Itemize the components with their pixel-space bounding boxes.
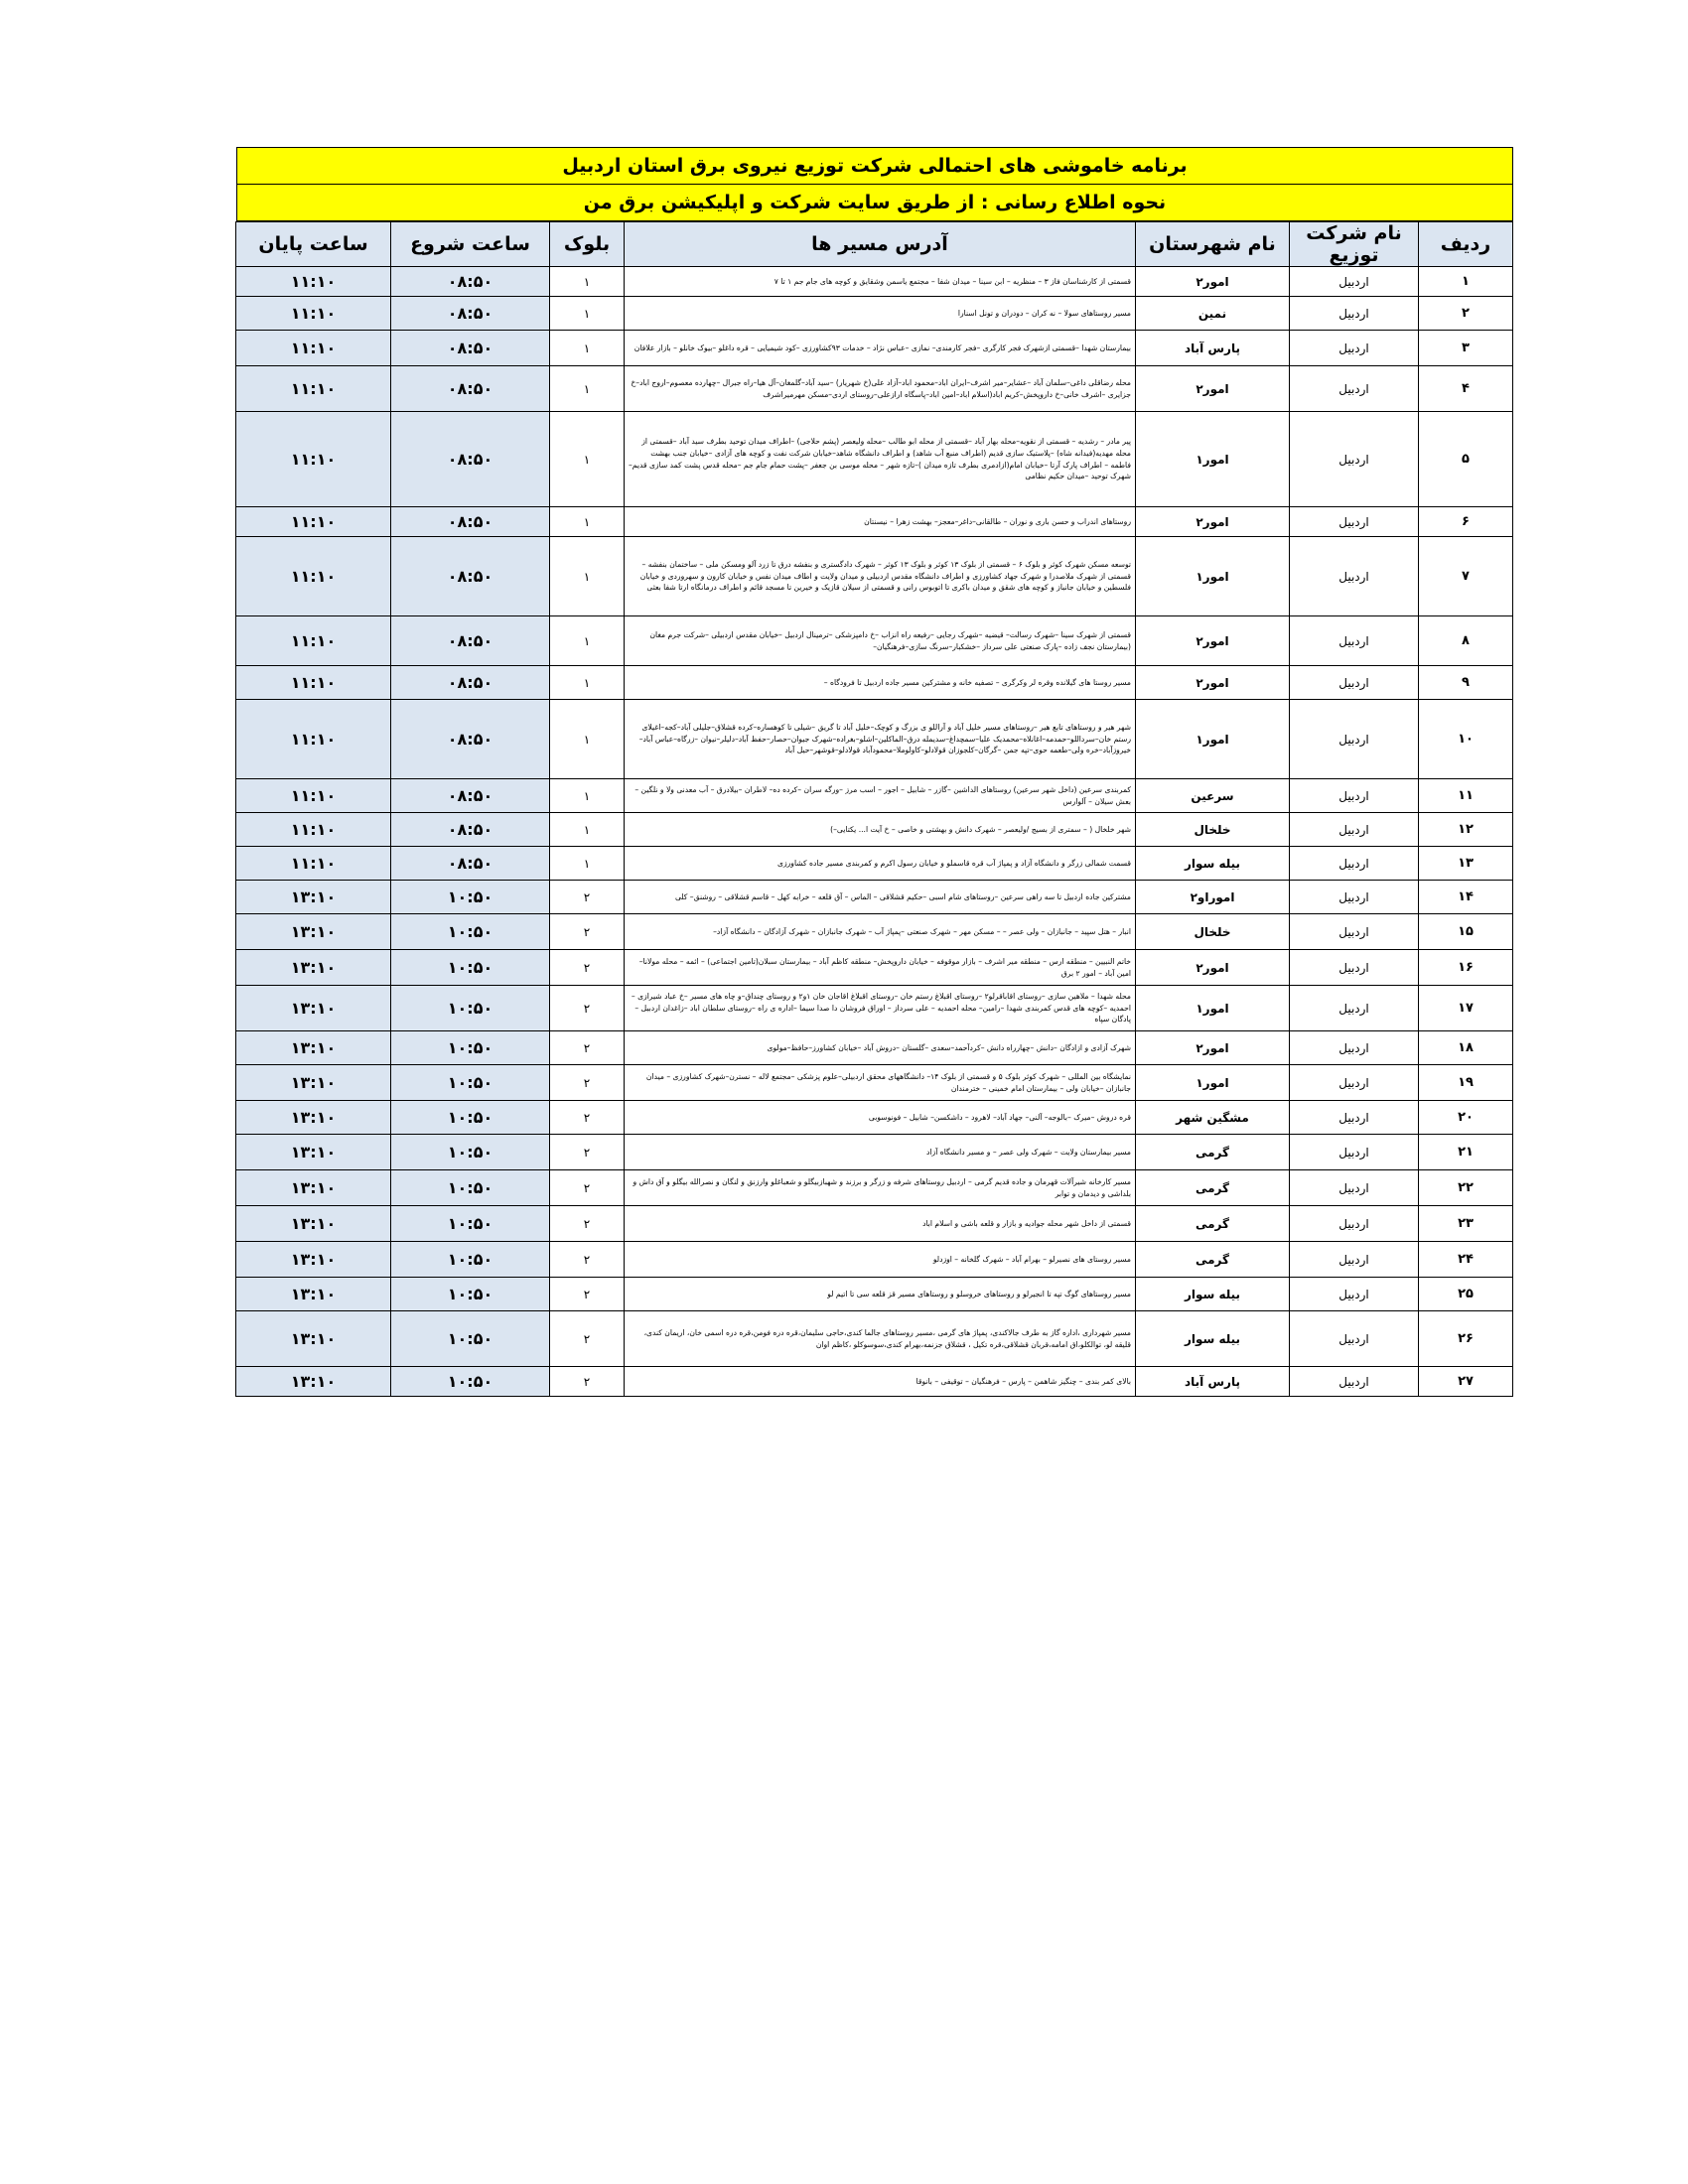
company-cell: اردبیل bbox=[1290, 779, 1419, 813]
address-cell: قسمتی از کارشناسان فاز ۳ – منظریه – ابن سینا – میدان شفا – مجتمع یاسمن وشقایق و کوچه های جام جم ۱ تا ۷ bbox=[625, 267, 1136, 297]
col-header-address: آدرس مسیر ها bbox=[625, 222, 1136, 267]
start-time-cell: ۰۸:۵۰ bbox=[391, 813, 550, 847]
company-cell: اردبیل bbox=[1290, 1311, 1419, 1367]
company-cell: اردبیل bbox=[1290, 1101, 1419, 1135]
start-time-cell: ۱۰:۵۰ bbox=[391, 1278, 550, 1311]
table-row bbox=[236, 881, 1513, 914]
address-cell: توسعه مسکن شهرک کوثر و بلوک ۶ – قسمتی از بلوک ۱۳ کوثر و بلوک ۱۳ کوثر – شهرک دادگستری و بنفشه درق تا زرد آلو ومسکن ملی – ساختمان بنفشه – قسمتی از شهرک ملاصدرا و شهرک جهاد کشاورزی و اطراف دانشگاه مقدس اردبیلی و میدان ولایت و اطاف میدان نفس و خیابان کارون و سهروردی و خیابان فلسطین و خیابان جانباز و کوچه های شقق و میدان باکری تا اتوبوس رانی و قسمتی از سیلان قازیک و خیرین تا مسجد قائم و اطراف درمانگاه ارتا شفا بعثی bbox=[625, 537, 1136, 616]
start-time-cell: ۱۰:۵۰ bbox=[391, 914, 550, 950]
start-time-cell: ۰۸:۵۰ bbox=[391, 779, 550, 813]
col-header-end-time: ساعت پایان bbox=[236, 222, 391, 267]
address-cell: مشترکین جاده اردبیل تا سه راهی سرعین –روستاهای شام اسبی –حکیم قشلاقی – الماس – آق قلعه – خرابه کهل – قاسم قشلاقی – روشنق– کلی bbox=[625, 881, 1136, 914]
company-cell: اردبیل bbox=[1290, 1242, 1419, 1278]
block-cell: ۲ bbox=[550, 914, 625, 950]
start-time-cell: ۰۸:۵۰ bbox=[391, 666, 550, 700]
table-row bbox=[236, 914, 1513, 950]
county-cell: بیله سوار bbox=[1136, 847, 1290, 881]
company-cell: اردبیل bbox=[1290, 331, 1419, 366]
start-time-cell: ۰۸:۵۰ bbox=[391, 847, 550, 881]
end-time-cell: ۱۳:۱۰ bbox=[236, 914, 391, 950]
table-row bbox=[236, 666, 1513, 700]
start-time-cell: ۱۰:۵۰ bbox=[391, 881, 550, 914]
row-number-cell: ۶ bbox=[1419, 507, 1513, 537]
company-cell: اردبیل bbox=[1290, 1065, 1419, 1101]
row-number-cell: ۱۱ bbox=[1419, 779, 1513, 813]
start-time-cell: ۱۰:۵۰ bbox=[391, 1170, 550, 1206]
address-cell: قره دروش –میرک –بالوجه– آلنی– جهاد آباد– لاهرود – داشکسن– شابیل – فونوسوبی bbox=[625, 1101, 1136, 1135]
county-cell: گرمی bbox=[1136, 1242, 1290, 1278]
row-number-cell: ۱۷ bbox=[1419, 986, 1513, 1031]
address-cell: محله شهدا – ملاهین سازی –روستای اقاباقرلو۲ –روستای اقبلاغ رستم خان –روستای اقبلاغ اقاجان خان ۱و۲ و روستای چنداق–و چاه های مسیر –خ عباد شیرازی –احمدیه –کوچه های قدس کمربندی شهدا –رامین– محله احمدیه – علی سرداز – اوراق فروشان دا صدا سیما –اداره ی راه –روستای سلطان اباد –زاغدان اردبیل –پادگان سپاه bbox=[625, 986, 1136, 1031]
address-cell: شهر خلخال ( – سمتری از بسیج /ولیعصر – شهرک دانش و بهشتی و خاصی – خ آیت ا... یکتایی–) bbox=[625, 813, 1136, 847]
table-row bbox=[236, 537, 1513, 616]
county-cell: امور۲ bbox=[1136, 507, 1290, 537]
address-cell: نمایشگاه بین المللی – شهرک کوثر بلوک ۵ و قسمتی از بلوک ۱۴– دانشگاههای محقق اردبیلی–علوم پزشکی –مجتمع لاله – نسترن–شهرک کشاورزی – میدان جانبازان –خیابان ولی – بیمارستان امام خمینی – خترمندان bbox=[625, 1065, 1136, 1101]
county-cell: امور۱ bbox=[1136, 1065, 1290, 1101]
block-cell: ۲ bbox=[550, 1065, 625, 1101]
start-time-cell: ۱۰:۵۰ bbox=[391, 1206, 550, 1242]
company-cell: اردبیل bbox=[1290, 616, 1419, 666]
company-cell: اردبیل bbox=[1290, 666, 1419, 700]
address-cell: مسیر روستا های گیلانده وفره لر وکرگری – تصفیه خانه و مشترکین مسیر جاده اردبیل تا فرودگاه – bbox=[625, 666, 1136, 700]
county-cell: امور۲ bbox=[1136, 1031, 1290, 1065]
start-time-cell: ۱۰:۵۰ bbox=[391, 1101, 550, 1135]
company-cell: اردبیل bbox=[1290, 366, 1419, 412]
address-cell: قسمتی از داخل شهر محله جوادیه و بازار و قلعه باشی و اسلام اباد bbox=[625, 1206, 1136, 1242]
end-time-cell: ۱۱:۱۰ bbox=[236, 297, 391, 331]
start-time-cell: ۱۰:۵۰ bbox=[391, 1311, 550, 1367]
company-cell: اردبیل bbox=[1290, 1031, 1419, 1065]
company-cell: اردبیل bbox=[1290, 412, 1419, 507]
end-time-cell: ۱۳:۱۰ bbox=[236, 881, 391, 914]
col-header-start-time: ساعت شروع bbox=[391, 222, 550, 267]
company-cell: اردبیل bbox=[1290, 950, 1419, 986]
block-cell: ۲ bbox=[550, 1170, 625, 1206]
address-cell: مسیر روستاهای گوگ تپه تا انجیرلو و روستاهای خروسلو و روستاهای مسیر قز قلعه سی تا اتیم لو bbox=[625, 1278, 1136, 1311]
county-cell: بیله سوار bbox=[1136, 1278, 1290, 1311]
county-cell: امور۲ bbox=[1136, 950, 1290, 986]
end-time-cell: ۱۳:۱۰ bbox=[236, 1101, 391, 1135]
row-number-cell: ۲۲ bbox=[1419, 1170, 1513, 1206]
county-cell: گرمی bbox=[1136, 1135, 1290, 1170]
end-time-cell: ۱۱:۱۰ bbox=[236, 813, 391, 847]
county-cell: امور۲ bbox=[1136, 267, 1290, 297]
block-cell: ۲ bbox=[550, 950, 625, 986]
table-row bbox=[236, 1311, 1513, 1367]
address-cell: کمربندی سرعین (داخل شهر سرعین) روستاهای الداشین –گازر – شابیل – اجور – اسب مرز –ورگه سران –کرده ده– لاطران –بیلادرق – آب معدنی ولا و نلگین – بعش سیلان – آلوارس bbox=[625, 779, 1136, 813]
start-time-cell: ۰۸:۵۰ bbox=[391, 412, 550, 507]
table-header-row bbox=[236, 222, 1513, 267]
block-cell: ۱ bbox=[550, 366, 625, 412]
end-time-cell: ۱۳:۱۰ bbox=[236, 1170, 391, 1206]
start-time-cell: ۱۰:۵۰ bbox=[391, 986, 550, 1031]
start-time-cell: ۰۸:۵۰ bbox=[391, 616, 550, 666]
table-row bbox=[236, 779, 1513, 813]
row-number-cell: ۸ bbox=[1419, 616, 1513, 666]
company-cell: اردبیل bbox=[1290, 1135, 1419, 1170]
county-cell: پارس آباد bbox=[1136, 1367, 1290, 1397]
end-time-cell: ۱۱:۱۰ bbox=[236, 847, 391, 881]
county-cell: امور۱ bbox=[1136, 700, 1290, 779]
start-time-cell: ۱۰:۵۰ bbox=[391, 950, 550, 986]
table-row bbox=[236, 331, 1513, 366]
block-cell: ۲ bbox=[550, 1242, 625, 1278]
end-time-cell: ۱۳:۱۰ bbox=[236, 1031, 391, 1065]
end-time-cell: ۱۳:۱۰ bbox=[236, 986, 391, 1031]
row-number-cell: ۱۶ bbox=[1419, 950, 1513, 986]
address-cell: مسیر روستای های نصیرلو – بهرام آباد – شهرک گلخانه – اوزدلو bbox=[625, 1242, 1136, 1278]
table-row bbox=[236, 1135, 1513, 1170]
county-cell: مشگین شهر bbox=[1136, 1101, 1290, 1135]
start-time-cell: ۰۸:۵۰ bbox=[391, 507, 550, 537]
table-row bbox=[236, 847, 1513, 881]
company-cell: اردبیل bbox=[1290, 914, 1419, 950]
table-row bbox=[236, 813, 1513, 847]
row-number-cell: ۲۱ bbox=[1419, 1135, 1513, 1170]
table-row bbox=[236, 1170, 1513, 1206]
row-number-cell: ۲۷ bbox=[1419, 1367, 1513, 1397]
block-cell: ۲ bbox=[550, 1311, 625, 1367]
table-row bbox=[236, 616, 1513, 666]
company-cell: اردبیل bbox=[1290, 537, 1419, 616]
table-row bbox=[236, 1367, 1513, 1397]
col-header-block: بلوک bbox=[550, 222, 625, 267]
end-time-cell: ۱۱:۱۰ bbox=[236, 700, 391, 779]
block-cell: ۲ bbox=[550, 1135, 625, 1170]
row-number-cell: ۱۰ bbox=[1419, 700, 1513, 779]
table-row bbox=[236, 507, 1513, 537]
company-cell: اردبیل bbox=[1290, 267, 1419, 297]
block-cell: ۱ bbox=[550, 616, 625, 666]
block-cell: ۱ bbox=[550, 779, 625, 813]
end-time-cell: ۱۳:۱۰ bbox=[236, 1206, 391, 1242]
row-number-cell: ۱۹ bbox=[1419, 1065, 1513, 1101]
page-title: برنامه خاموشی های احتمالی شرکت توزیع نیروی برق استان اردبیل bbox=[236, 147, 1513, 185]
row-number-cell: ۷ bbox=[1419, 537, 1513, 616]
company-cell: اردبیل bbox=[1290, 986, 1419, 1031]
row-number-cell: ۲۶ bbox=[1419, 1311, 1513, 1367]
block-cell: ۱ bbox=[550, 666, 625, 700]
schedule-sheet bbox=[236, 147, 1513, 1397]
address-cell: مسیر شهرداری ،اداره گاز به طرف جالاکندی، پمپاژ های گرمی ،مسیر روستاهای جالما کندی،حاجی سلیمان،قره دره فومن،قره دره اسمی خان، اریمان کندی، قلیقه لو، توالکلو،اق امامه،قربان قشلاقی،قره تکیل ، قشلاق جزنمه،بهرام کندی،سوسوکلو ،کاظم اوان bbox=[625, 1311, 1136, 1367]
start-time-cell: ۱۰:۵۰ bbox=[391, 1242, 550, 1278]
county-cell: اموراو۲ bbox=[1136, 881, 1290, 914]
start-time-cell: ۰۸:۵۰ bbox=[391, 267, 550, 297]
block-cell: ۲ bbox=[550, 1101, 625, 1135]
end-time-cell: ۱۱:۱۰ bbox=[236, 366, 391, 412]
table-row bbox=[236, 267, 1513, 297]
address-cell: قسمتی از شهرک سینا –شهرک رسالت– قیضیه –شهرک رجایی –رفیعه راه انزاب –خ دامپزشکی –ترمینال اردبیل –خیابان مقدس اردبیلی –شرکت جرم مغان (بیمارستان نجف زاده –پارک صنعتی علی سرداز –خشکبار–سرنگ سازی–فرهنگیان– bbox=[625, 616, 1136, 666]
company-cell: اردبیل bbox=[1290, 297, 1419, 331]
county-cell: نمین bbox=[1136, 297, 1290, 331]
county-cell: خلخال bbox=[1136, 914, 1290, 950]
address-cell: مسیر بیمارستان ولایت – شهرک ولی عصر – و مسیر دانشگاه آزاد bbox=[625, 1135, 1136, 1170]
county-cell: پارس آباد bbox=[1136, 331, 1290, 366]
block-cell: ۱ bbox=[550, 331, 625, 366]
table-row bbox=[236, 950, 1513, 986]
row-number-cell: ۵ bbox=[1419, 412, 1513, 507]
table-row bbox=[236, 412, 1513, 507]
block-cell: ۱ bbox=[550, 537, 625, 616]
county-cell: امور۲ bbox=[1136, 666, 1290, 700]
end-time-cell: ۱۱:۱۰ bbox=[236, 267, 391, 297]
end-time-cell: ۱۱:۱۰ bbox=[236, 537, 391, 616]
company-cell: اردبیل bbox=[1290, 813, 1419, 847]
address-cell: شهر هیر و روستاهای تابع هیر –روستاهای مسیر خلیل آباد و آراللو ی بزرگ و کوچک–خلیل آباد تا گریق –شیلی تا کوهساره–کرده قشلاق–جلیلی آباد–کجه–اغیلای رستم خان–سرداللو–حمدمه–اغانلاه–محمدیک علیا–سمچداغ–سدیمله درق–الماکلین–اشلو–بغراده–شهرک جیوان–حصار–حفظ آباد–دلیلر–نیوان –زرگاه–عباس آباد–خیروزآباد–خره ولی–طعمه حوی–تپه جمن –گرگان–کلجوزان قولادلو–کاولوملا–محمودآباد قولادلو–قوشهر–حیل آباد bbox=[625, 700, 1136, 779]
end-time-cell: ۱۳:۱۰ bbox=[236, 1367, 391, 1397]
table-row bbox=[236, 1101, 1513, 1135]
end-time-cell: ۱۱:۱۰ bbox=[236, 616, 391, 666]
end-time-cell: ۱۳:۱۰ bbox=[236, 1242, 391, 1278]
address-cell: قسمت شمالی زرگر و دانشگاه آزاد و پمپاژ آب قره قاسملو و خیابان رسول اکرم و کمربندی مسیر جاده کشاورزی bbox=[625, 847, 1136, 881]
county-cell: امور۲ bbox=[1136, 366, 1290, 412]
block-cell: ۱ bbox=[550, 412, 625, 507]
start-time-cell: ۰۸:۵۰ bbox=[391, 366, 550, 412]
row-number-cell: ۹ bbox=[1419, 666, 1513, 700]
address-cell: بالای کمر بندی – چنگیز شاهمن – پارس – فرهنگیان – توقیفی – بانوقا bbox=[625, 1367, 1136, 1397]
row-number-cell: ۲۰ bbox=[1419, 1101, 1513, 1135]
page-subtitle: نحوه اطلاع رسانی : از طریق سایت شرکت و اپلیکیشن برق من bbox=[236, 185, 1513, 221]
address-cell: پیر مادر – رشدیه – قسمتی از نقویه–محله بهار آباد –قسمتی از محله ابو طالب –محله وليعصر (پشم حلاجی) –اطراف میدان توحید بطرف سید آباد –قسمتی از محله مهدیه(فیدانه شاه) –پلاستیک سازی قدیم (اطراف منبع آب شاهد) و اطراف دانشگاه شاهد–خیابان شرکت نفت و کوچه های آزادی –خیابان جنب بهشت فاطمه – اطراف پارک آرتا –خیابان امام(ازادمری بطرف تازه میدان )–تازه شهر – محله موسی بن جعفر –پشت حمام جام جم –محله قدس پشت کمد سازی قدیم–شهرک توحید –میدان حکیم نظامی bbox=[625, 412, 1136, 507]
table-row bbox=[236, 297, 1513, 331]
table-row bbox=[236, 986, 1513, 1031]
start-time-cell: ۰۸:۵۰ bbox=[391, 537, 550, 616]
address-cell: خاتم النبیین – منطقه ارس – منطقه میر اشرف – بازار موقوفه – خیابان داروپخش– منطقه کاظم آباد – بیمارستان سبلان(تامین اجتماعی) – ائمه – محله مولانا– امین آباد – امور ۲ برق bbox=[625, 950, 1136, 986]
start-time-cell: ۱۰:۵۰ bbox=[391, 1065, 550, 1101]
county-cell: امور۱ bbox=[1136, 986, 1290, 1031]
block-cell: ۱ bbox=[550, 813, 625, 847]
end-time-cell: ۱۳:۱۰ bbox=[236, 1278, 391, 1311]
end-time-cell: ۱۳:۱۰ bbox=[236, 1135, 391, 1170]
block-cell: ۲ bbox=[550, 1206, 625, 1242]
start-time-cell: ۰۸:۵۰ bbox=[391, 297, 550, 331]
end-time-cell: ۱۳:۱۰ bbox=[236, 1311, 391, 1367]
col-header-county: نام شهرستان bbox=[1136, 222, 1290, 267]
table-row bbox=[236, 366, 1513, 412]
company-cell: اردبیل bbox=[1290, 881, 1419, 914]
block-cell: ۲ bbox=[550, 986, 625, 1031]
row-number-cell: ۱۴ bbox=[1419, 881, 1513, 914]
row-number-cell: ۱۲ bbox=[1419, 813, 1513, 847]
block-cell: ۱ bbox=[550, 267, 625, 297]
county-cell: امور۲ bbox=[1136, 616, 1290, 666]
table-row bbox=[236, 700, 1513, 779]
county-cell: بیله سوار bbox=[1136, 1311, 1290, 1367]
address-cell: بیمارستان شهدا –قسمتی ازشهرک فجر کارگری –فجر کارمندی– نمازی –عباس نژاد – خدمات ۹۳کشاورزی –کود شیمیایی – قره داغلو –بیوک خانلو – بازار علافان bbox=[625, 331, 1136, 366]
row-number-cell: ۲ bbox=[1419, 297, 1513, 331]
row-number-cell: ۱۸ bbox=[1419, 1031, 1513, 1065]
table-row bbox=[236, 1242, 1513, 1278]
company-cell: اردبیل bbox=[1290, 1170, 1419, 1206]
end-time-cell: ۱۱:۱۰ bbox=[236, 666, 391, 700]
table-row bbox=[236, 1065, 1513, 1101]
address-cell: مسیر کارخانه شیرآلات قهرمان و جاده قدیم گرمی – اردبیل روستاهای شرفه و زرگر و برزند و شهبازبیگلو و شعباغلو وارزنق و لنگان و نصرالله بیگلو و آق داش و بلداشی و دیدمان و توابر bbox=[625, 1170, 1136, 1206]
address-cell: روستاهای اندراب و حسن باری و نوران – طالقانی–داغر–معجز– بهشت زهرا – نیسنتان bbox=[625, 507, 1136, 537]
county-cell: خلخال bbox=[1136, 813, 1290, 847]
company-cell: اردبیل bbox=[1290, 1367, 1419, 1397]
end-time-cell: ۱۱:۱۰ bbox=[236, 779, 391, 813]
start-time-cell: ۱۰:۵۰ bbox=[391, 1031, 550, 1065]
county-cell: گرمی bbox=[1136, 1206, 1290, 1242]
company-cell: اردبیل bbox=[1290, 1278, 1419, 1311]
row-number-cell: ۲۵ bbox=[1419, 1278, 1513, 1311]
address-cell: مسیر روستاهای سولا – نه کران – دودران و تونل اسنارا bbox=[625, 297, 1136, 331]
outage-table bbox=[235, 221, 1513, 1397]
block-cell: ۲ bbox=[550, 1367, 625, 1397]
row-number-cell: ۲۴ bbox=[1419, 1242, 1513, 1278]
block-cell: ۱ bbox=[550, 847, 625, 881]
table-row bbox=[236, 1278, 1513, 1311]
county-cell: سرعین bbox=[1136, 779, 1290, 813]
end-time-cell: ۱۳:۱۰ bbox=[236, 1065, 391, 1101]
block-cell: ۱ bbox=[550, 507, 625, 537]
address-cell: انبار – هتل سپید – جانبازان – ولی عصر – – مسکن مهر – شهرک صنعتی –پمپاژ آب – شهرک جانبازان – شهرک آزادگان – دانشگاه آزاد– bbox=[625, 914, 1136, 950]
row-number-cell: ۲۳ bbox=[1419, 1206, 1513, 1242]
company-cell: اردبیل bbox=[1290, 507, 1419, 537]
col-header-row-number: ردیف bbox=[1419, 222, 1513, 267]
end-time-cell: ۱۳:۱۰ bbox=[236, 950, 391, 986]
row-number-cell: ۱ bbox=[1419, 267, 1513, 297]
end-time-cell: ۱۱:۱۰ bbox=[236, 412, 391, 507]
block-cell: ۱ bbox=[550, 297, 625, 331]
company-cell: اردبیل bbox=[1290, 847, 1419, 881]
end-time-cell: ۱۱:۱۰ bbox=[236, 507, 391, 537]
county-cell: گرمی bbox=[1136, 1170, 1290, 1206]
table-row bbox=[236, 1206, 1513, 1242]
address-cell: محله رضاقلی داغی–سلمان آباد –عشایر–میر اشرف–ایران اباد–محمود اباد–آزاد علی(خ شهریار) –سید آباد–گلمغان–آل هیا–راه جبرال –چهارده معصوم–اروج اباد–خ جزایری –اشرف خانی–خ داروپخش–کریم اباد(اسلام اباد–امین اباد–پاسگاه ارازعلی–روستای اردی–مسکن مهرمیراشرف bbox=[625, 366, 1136, 412]
company-cell: اردبیل bbox=[1290, 700, 1419, 779]
block-cell: ۲ bbox=[550, 881, 625, 914]
row-number-cell: ۱۳ bbox=[1419, 847, 1513, 881]
start-time-cell: ۱۰:۵۰ bbox=[391, 1135, 550, 1170]
block-cell: ۲ bbox=[550, 1031, 625, 1065]
county-cell: امور۱ bbox=[1136, 412, 1290, 507]
address-cell: شهرک آزادی و ازادگان –دانش –چهارراه دانش –کردآحمد–سعدی –گلستان –دروش آباد –خیابان کشاورز–حافظ–مولوی bbox=[625, 1031, 1136, 1065]
start-time-cell: ۰۸:۵۰ bbox=[391, 331, 550, 366]
county-cell: امور۱ bbox=[1136, 537, 1290, 616]
company-cell: اردبیل bbox=[1290, 1206, 1419, 1242]
end-time-cell: ۱۱:۱۰ bbox=[236, 331, 391, 366]
col-header-company: نام شرکت توزیع bbox=[1290, 222, 1419, 267]
start-time-cell: ۰۸:۵۰ bbox=[391, 700, 550, 779]
row-number-cell: ۱۵ bbox=[1419, 914, 1513, 950]
block-cell: ۲ bbox=[550, 1278, 625, 1311]
row-number-cell: ۳ bbox=[1419, 331, 1513, 366]
block-cell: ۱ bbox=[550, 700, 625, 779]
table-row bbox=[236, 1031, 1513, 1065]
start-time-cell: ۱۰:۵۰ bbox=[391, 1367, 550, 1397]
row-number-cell: ۴ bbox=[1419, 366, 1513, 412]
